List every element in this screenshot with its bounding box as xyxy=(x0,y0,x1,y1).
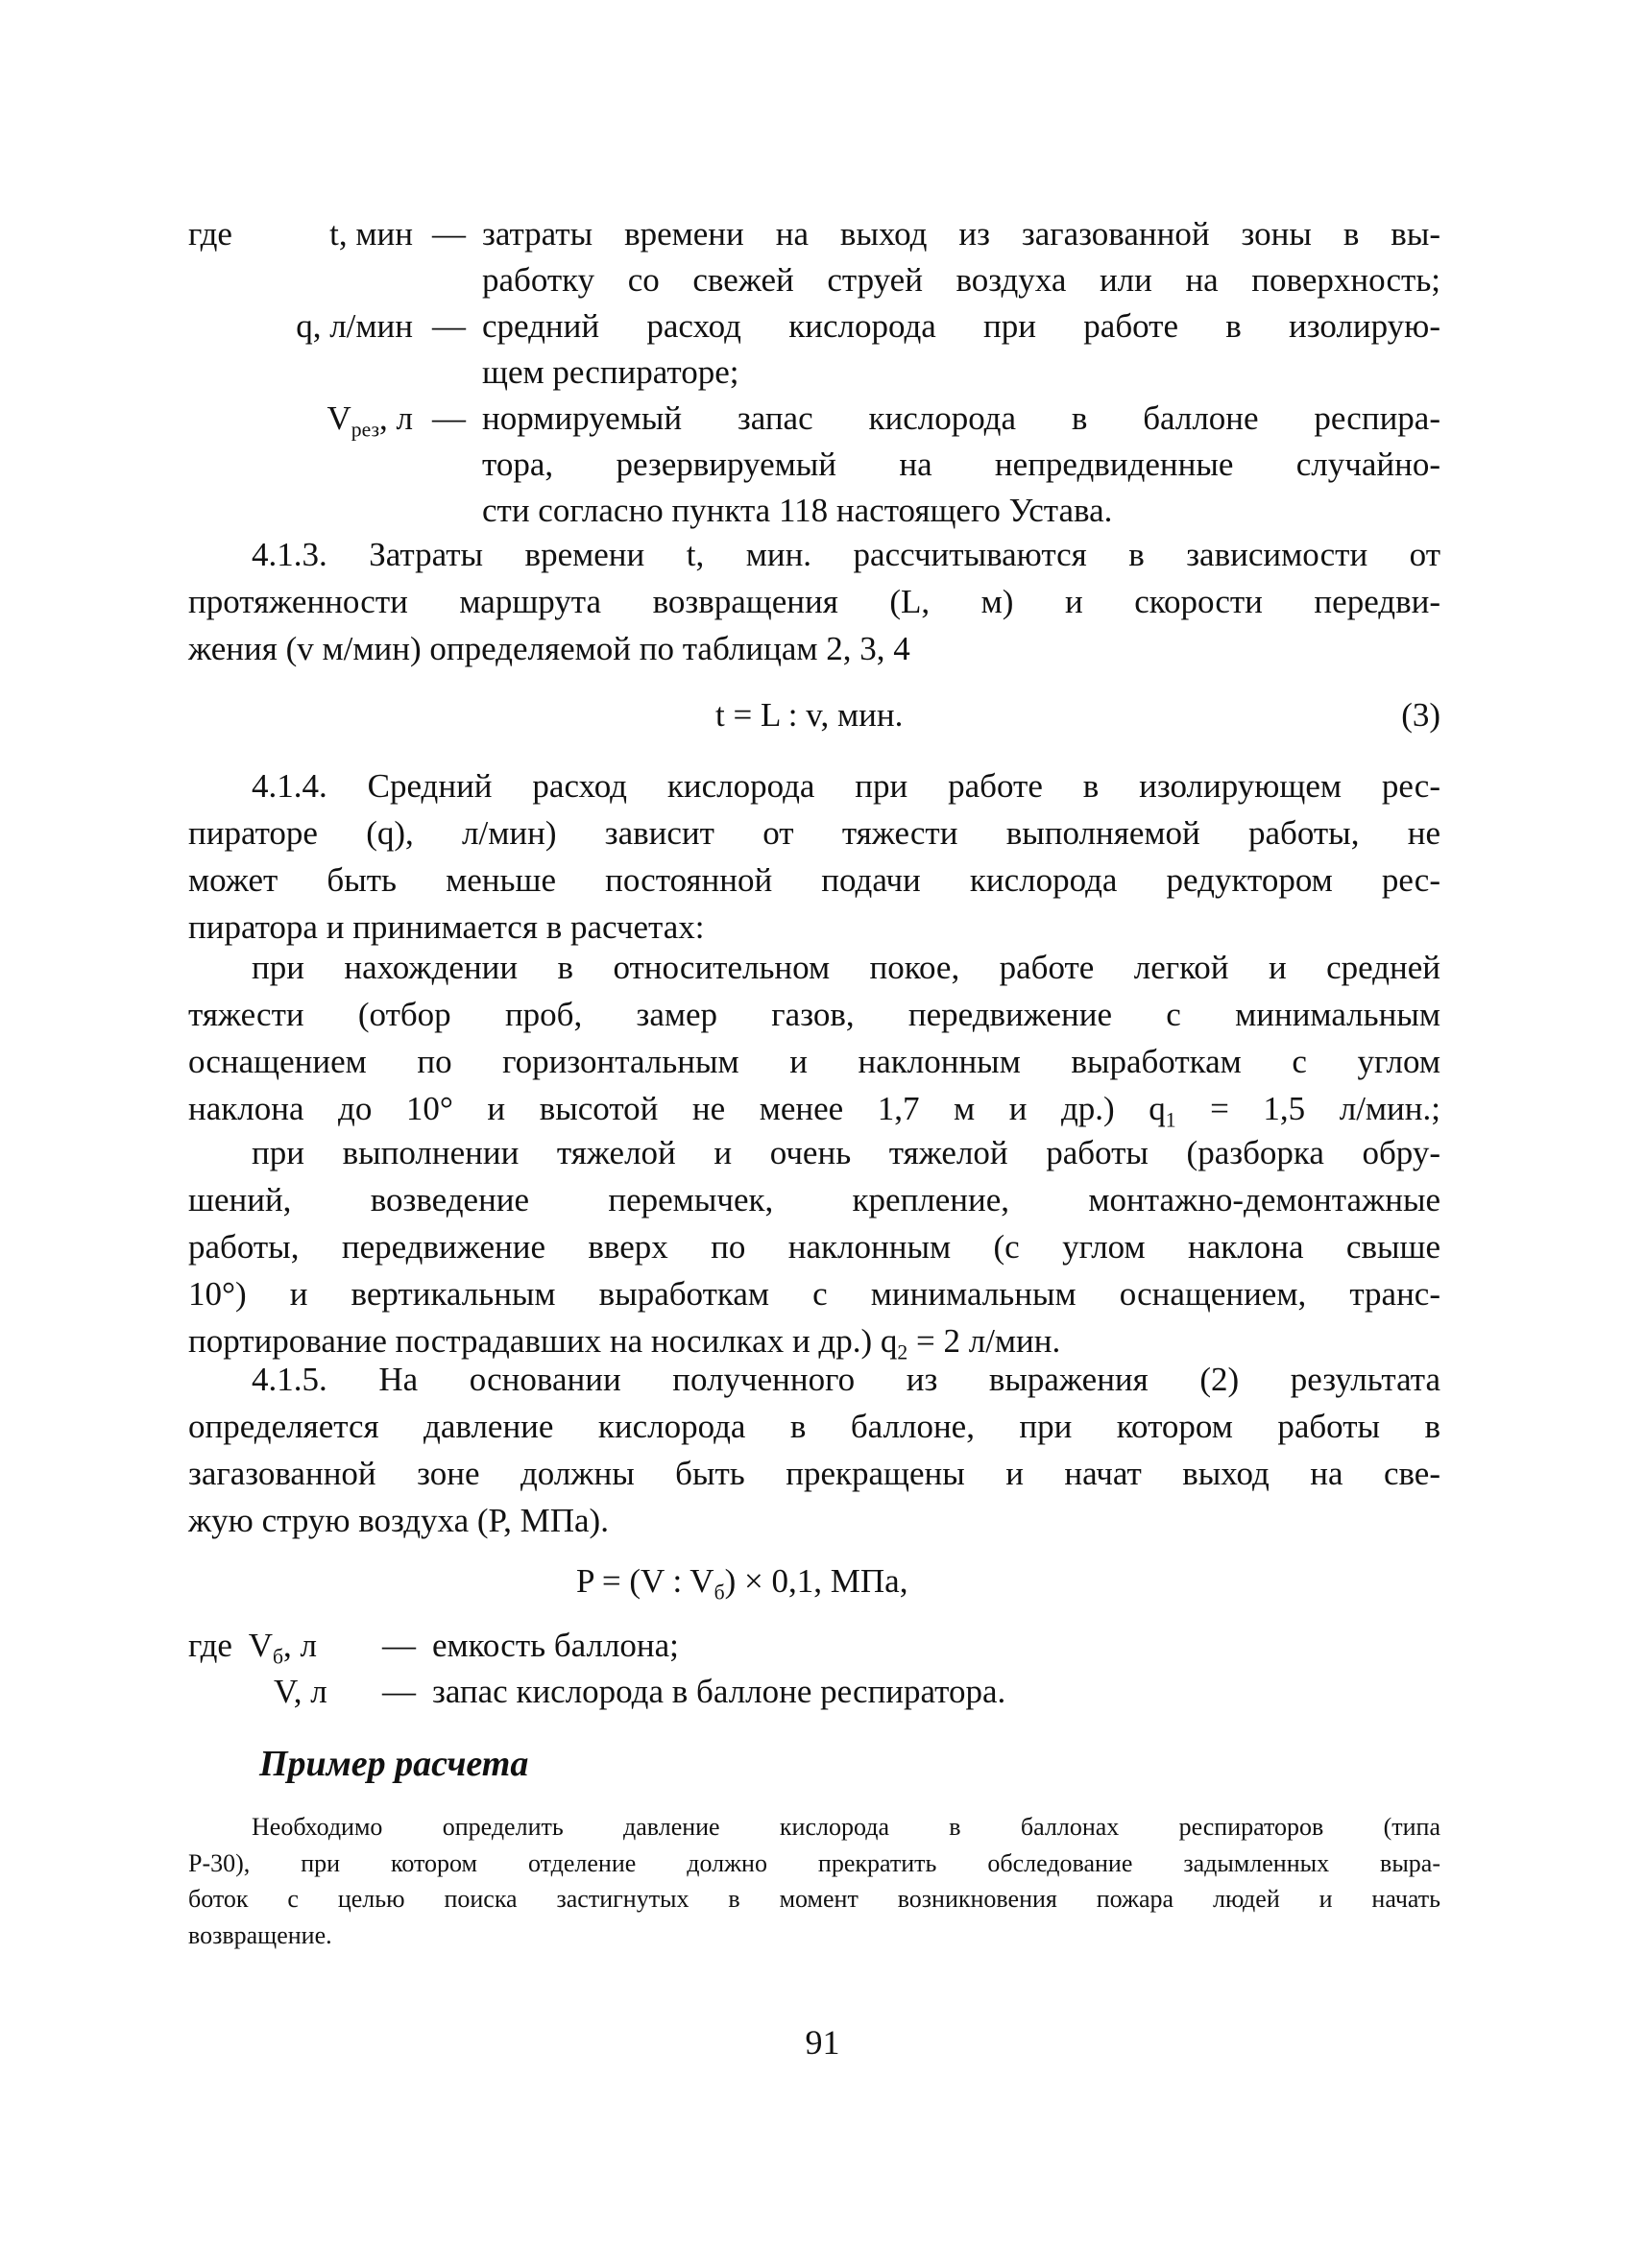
definition-term: V, л xyxy=(274,1673,327,1710)
text-line: 4.1.3. Затраты времени t, мин. рассчитываются в зависимости от xyxy=(252,536,1440,573)
text-line: при выполнении тяжелой и очень тяжелой работы (разборка обру- xyxy=(252,1134,1440,1171)
example-heading: Пример расчета xyxy=(259,1744,529,1784)
text-fragment: портирование пострадавших на носилках и др.) q xyxy=(188,1322,898,1360)
definition-t xyxy=(188,211,1440,257)
definition-text: тора, резервируемый на непредвиденные случайно- xyxy=(482,446,1440,483)
pressure-definitions xyxy=(188,1623,1440,1715)
dash: — xyxy=(382,1627,416,1664)
term-subscript: рез xyxy=(351,418,380,442)
formula-part: P = (V : V xyxy=(576,1562,714,1600)
text-line: может быть меньше постоянной подачи кислорода редуктором рес- xyxy=(188,861,1440,899)
definition-text: работку со свежей струей воздуха или на поверхность; xyxy=(482,261,1440,299)
definition-term: q, л/мин xyxy=(296,307,413,345)
term-main: V xyxy=(248,1627,273,1664)
text-line: жения (v м/мин) определяемой по таблицам 2, 3, 4 xyxy=(188,630,910,667)
definition-continuation xyxy=(188,257,1440,303)
definition-text: щем респираторе; xyxy=(482,353,739,391)
definition-vb xyxy=(188,1623,1440,1669)
definition-term: t, мин xyxy=(329,215,413,253)
definition-text: запас кислорода в баллоне респиратора. xyxy=(432,1673,1006,1710)
text-line: пираторе (q), л/мин) зависит от тяжести выполняемой работы, не xyxy=(188,814,1440,852)
term-rest: , л xyxy=(283,1627,318,1664)
text-line: шений, возведение перемычек, крепление, монтажно-демонтажные xyxy=(188,1181,1440,1218)
definition-continuation xyxy=(188,488,1440,534)
definition-continuation xyxy=(188,442,1440,488)
paragraph-4-1-4 xyxy=(188,762,1440,951)
term-rest: , л xyxy=(379,399,413,437)
text-line: 4.1.4. Средний расход кислорода при работе в изолирующем рес- xyxy=(252,767,1440,805)
formula-3: t = L : v, мин. xyxy=(715,696,904,734)
paragraph-light-work xyxy=(188,944,1440,1132)
paragraph-4-1-5 xyxy=(188,1356,1440,1544)
text-line: тяжести (отбор проб, замер газов, передвижение с минимальным xyxy=(188,996,1440,1033)
definition-continuation xyxy=(188,350,1440,396)
text-line: работы, передвижение вверх по наклонным (с углом наклона свыше xyxy=(188,1228,1440,1266)
text-line: определяется давление кислорода в баллоне, при котором работы в xyxy=(188,1408,1440,1445)
text-line: при нахождении в относительном покое, работе легкой и средней xyxy=(252,949,1440,986)
text-line: Необходимо определить давление кислорода в баллонах респираторов (типа xyxy=(252,1813,1440,1841)
subscript: б xyxy=(714,1580,725,1604)
definition-text: средний расход кислорода при работе в изолирую- xyxy=(482,307,1440,345)
definition-text: затраты времени на выход из загазованной зоны в вы- xyxy=(482,215,1440,253)
where-label: где xyxy=(188,215,232,253)
text-line: протяженности маршрута возвращения (L, м) и скорости передви- xyxy=(188,583,1440,620)
where-label: где xyxy=(188,1627,232,1664)
definition-v xyxy=(188,1669,1440,1715)
text-fragment: наклона до 10° и высотой не менее 1,7 м и др.) q xyxy=(188,1090,1166,1127)
definition-vrez xyxy=(188,396,1440,442)
text-line: 4.1.5. На основании полученного из выражения (2) результата xyxy=(252,1361,1440,1398)
text-line: жую струю воздуха (P, МПа). xyxy=(188,1502,609,1539)
definition-text: емкость баллона; xyxy=(432,1627,679,1664)
page-number: 91 xyxy=(805,2023,840,2062)
dash: — xyxy=(432,307,466,345)
definition-text: нормируемый запас кислорода в баллоне респира- xyxy=(482,399,1440,437)
formula-part: ) × 0,1, МПа, xyxy=(724,1562,908,1600)
definition-text: сти согласно пункта 118 настоящего Устава. xyxy=(482,492,1113,529)
text-line: пиратора и принимается в расчетах: xyxy=(188,908,705,946)
dash: — xyxy=(382,1673,416,1710)
text-line: Р-30), при котором отделение должно прекратить обследование задымленных выра- xyxy=(188,1848,1440,1877)
dash: — xyxy=(432,215,466,253)
term-subscript: б xyxy=(273,1645,284,1669)
term-main: V xyxy=(327,399,351,437)
definition-term xyxy=(248,1627,318,1669)
text-line: боток с целью поиска застигнутых в момент возникновения пожара людей и начать xyxy=(188,1885,1440,1914)
text-line: возвращение. xyxy=(188,1921,332,1950)
text-fragment: = 2 л/мин. xyxy=(907,1322,1061,1360)
formula-pressure xyxy=(576,1557,907,1605)
definitions-list xyxy=(188,211,1440,534)
subscript: 1 xyxy=(1165,1108,1176,1132)
text-line: 10°) и вертикальным выработкам с минимальным оснащением, транс- xyxy=(188,1275,1440,1313)
definition-term xyxy=(327,396,413,442)
formula-number: (3) xyxy=(1401,696,1440,734)
paragraph-heavy-work xyxy=(188,1129,1440,1364)
dash: — xyxy=(432,399,466,437)
definition-q xyxy=(188,303,1440,350)
text-line: загазованной зоне должны быть прекращены и начат выход на све- xyxy=(188,1455,1440,1492)
text-line: оснащением по горизонтальным и наклонным выработкам с углом xyxy=(188,1043,1440,1080)
example-paragraph xyxy=(188,1809,1440,1954)
paragraph-4-1-3 xyxy=(188,531,1440,672)
subscript: 2 xyxy=(897,1340,908,1364)
text-line xyxy=(188,1085,1440,1132)
text-fragment: = 1,5 л/мин.; xyxy=(1175,1090,1440,1127)
